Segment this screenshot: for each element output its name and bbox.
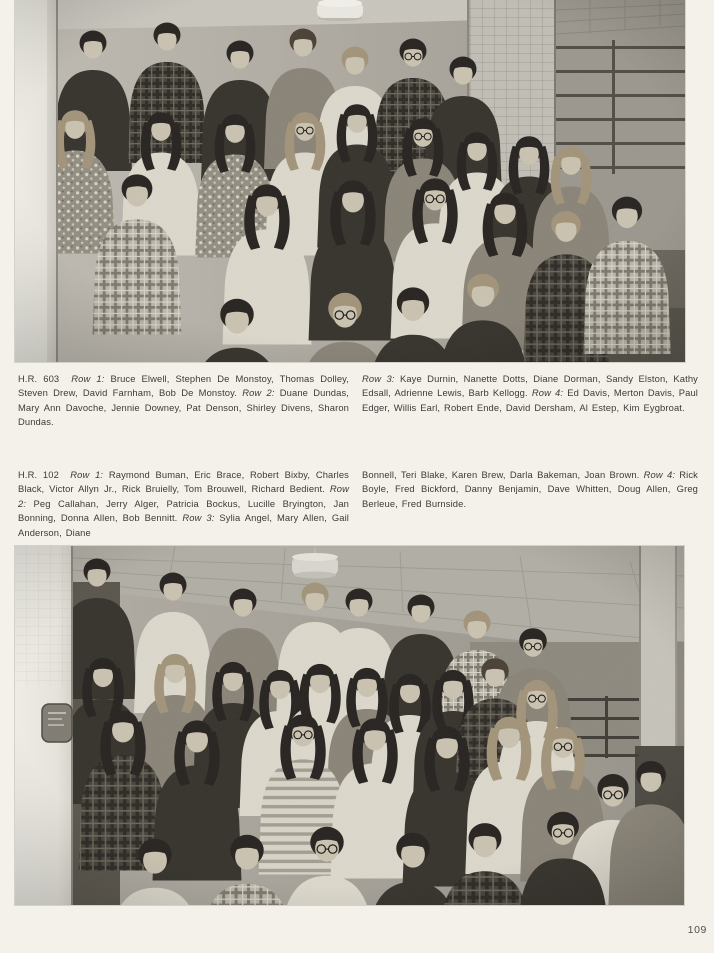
- caption-names: Duane Dundas, Mary Ann Davoche, Jennie Downey, Pat Denson, Shirley Divens, Sharon Dundas.: [18, 387, 349, 428]
- caption-names: H.R. 603: [18, 373, 60, 384]
- caption-names: Peg Callahan, Jerry Alger, Patricia Bockus, Lucille Bryington, Jan Bonning, Donna Allen, Bob Bennitt.: [18, 497, 349, 524]
- caption-names: Raymond Buman, Eric Brace, Robert Bixby, Charles Black, Victor Allyn Jr., Rick Bruielly, Tom Brouwell, Richard Bedient.: [18, 469, 349, 495]
- page-number: 109: [687, 924, 707, 936]
- caption-names: Sylia Angel, Mary Allen, Gail Anderson, Diane: [18, 512, 349, 538]
- photo-grain: [15, 0, 685, 362]
- caption-names: Ed Davis, Merton Davis, Paul Edger, Willis Earl, Robert Ende, David Dersham, Al Estep, Kim Eygbroat.: [362, 387, 698, 413]
- hr102-caption-right: [362, 468, 698, 511]
- caption-row-label: Row 1:: [70, 469, 104, 480]
- caption-names: H.R. 102: [18, 469, 59, 480]
- homeroom-603-photo-canvas: [15, 0, 685, 362]
- caption-names: Rick Boyle, Fred Bickford, Danny Benjamin, Dave Whitten, Doug Allen, Greg Berleue, Fred Burnside.: [362, 469, 698, 509]
- caption-row-label: Row 3:: [182, 512, 215, 524]
- caption-row-label: Row 2:: [242, 387, 275, 399]
- homeroom-102-photo-canvas: [15, 546, 684, 905]
- caption-names: [59, 373, 71, 384]
- homeroom-102-photo: [15, 546, 684, 905]
- caption-row-label: Row 4:: [643, 469, 676, 480]
- caption-names: Bruce Elwell, Stephen De Monstoy, Thomas Dolley, Steven Drew, David Farnham, Bob De Monstoy.: [18, 373, 349, 399]
- hr603-caption-right: [362, 372, 698, 415]
- photo-grain: [15, 546, 684, 905]
- caption-row-label: Row 2:: [18, 483, 349, 509]
- caption-names: Kaye Durnin, Nanette Dotts, Diane Dorman, Sandy Elston, Kathy Edsall, Adrienne Lewis, Barb Kellogg.: [362, 373, 698, 399]
- caption-row-label: Row 1:: [71, 373, 105, 384]
- caption-names: Bonnell, Teri Blake, Karen Brew, Darla Bakeman, Joan Brown.: [362, 469, 644, 480]
- hr603-caption-left: [18, 372, 349, 430]
- caption-names: [59, 469, 70, 480]
- hr102-caption-left: [18, 468, 349, 540]
- caption-row-label: Row 4:: [531, 387, 564, 399]
- homeroom-603-photo: [15, 0, 685, 362]
- caption-row-label: Row 3:: [362, 373, 395, 384]
